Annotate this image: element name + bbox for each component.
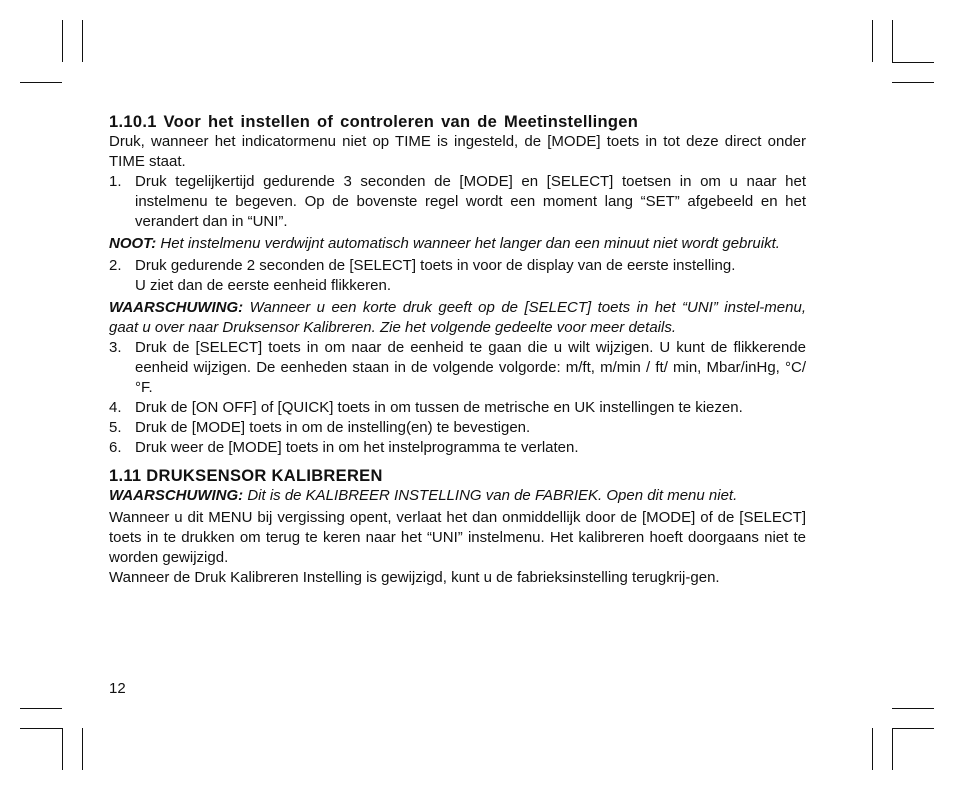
list-item	[109, 398, 806, 418]
list-text: Druk gedurende 2 seconden de [SELECT] toets in voor de display van de eerste instelling.	[135, 257, 736, 274]
crop-mark	[20, 728, 62, 729]
list-subtext: U ziet dan de eerste eenheid flikkeren.	[135, 277, 391, 294]
crop-mark	[892, 728, 893, 770]
crop-mark	[20, 82, 62, 83]
list-number: 5.	[109, 419, 122, 436]
section-heading: 1.11 DRUKSENSOR KALIBREREN	[109, 467, 383, 485]
list-item	[109, 256, 806, 296]
warning-paragraph	[109, 486, 806, 506]
body-paragraph: Wanneer u dit MENU bij vergissing opent, verlaat het dan onmiddellijk door de [MODE] of de [SELECT] toets in te drukken om terug te keren naar het “UNI” instelmenu. Het kalibreren hoeft doorgaans niet te worden gewijzigd.	[109, 509, 806, 566]
list-text: Druk tegelijkertijd gedurende 3 seconden de [MODE] en [SELECT] toetsen in om u naar het instelmenu te begeven. Op de bovenste regel wordt een moment lang “SET” afgebeeld en het verandert dan in “UNI”.	[135, 173, 806, 230]
note-text: Het instelmenu verdwijnt automatisch wanneer het langer dan een minuut niet wordt gebruikt.	[156, 235, 780, 252]
note-paragraph	[109, 234, 806, 254]
crop-mark	[62, 20, 63, 62]
crop-mark	[82, 20, 83, 62]
warning-label: WAARSCHUWING:	[109, 487, 244, 504]
list-number: 2.	[109, 257, 122, 274]
list-text: Druk weer de [MODE] toets in om het instelprogramma te verlaten.	[135, 439, 579, 456]
list-item	[109, 172, 806, 232]
crop-mark	[82, 728, 83, 770]
crop-mark	[892, 708, 934, 709]
warning-text: Wanneer u een korte druk geeft op de [SELECT] toets in het “UNI” instel-menu, gaat u over naar Druksensor Kalibreren. Zie het volgende gedeelte voor meer details.	[109, 299, 806, 336]
list-text: Druk de [ON OFF] of [QUICK] toets in om tussen de metrische en UK instellingen te kiezen.	[135, 399, 743, 416]
crop-mark	[872, 728, 873, 770]
list-number: 1.	[109, 173, 122, 190]
crop-mark	[892, 728, 934, 729]
crop-mark	[892, 82, 934, 83]
list-number: 4.	[109, 399, 122, 416]
list-item	[109, 418, 806, 438]
warning-text: Dit is de KALIBREER INSTELLING van de FABRIEK. Open dit menu niet.	[243, 487, 738, 504]
crop-mark	[62, 728, 63, 770]
list-number: 6.	[109, 439, 122, 456]
warning-label: WAARSCHUWING:	[109, 299, 244, 316]
crop-mark	[872, 20, 873, 62]
crop-mark	[20, 708, 62, 709]
note-label: NOOT:	[109, 235, 157, 252]
list-item	[109, 338, 806, 398]
list-number: 3.	[109, 339, 122, 356]
section-heading: 1.10.1 Voor het instellen of controleren van de Meetinstellingen	[109, 113, 639, 131]
list-item	[109, 438, 806, 458]
page-content	[109, 112, 806, 588]
crop-mark	[892, 62, 934, 63]
page-number: 12	[109, 680, 126, 697]
warning-paragraph	[109, 298, 806, 338]
body-paragraph: Wanneer de Druk Kalibreren Instelling is gewijzigd, kunt u de fabrieksinstelling terugkrij-gen.	[109, 569, 720, 586]
crop-mark	[892, 20, 893, 62]
list-text: Druk de [SELECT] toets in om naar de eenheid te gaan die u wilt wijzigen. U kunt de flikkerende eenheid wijzigen. De eenheden staan in de volgende volgorde: m/ft, m/min / ft/ min, Mbar/inHg, °C/°F.	[135, 339, 806, 396]
intro-paragraph: Druk, wanneer het indicatormenu niet op TIME is ingesteld, de [MODE] toets in tot deze direct onder TIME staat.	[109, 133, 806, 170]
list-text: Druk de [MODE] toets in om de instelling(en) te bevestigen.	[135, 419, 531, 436]
